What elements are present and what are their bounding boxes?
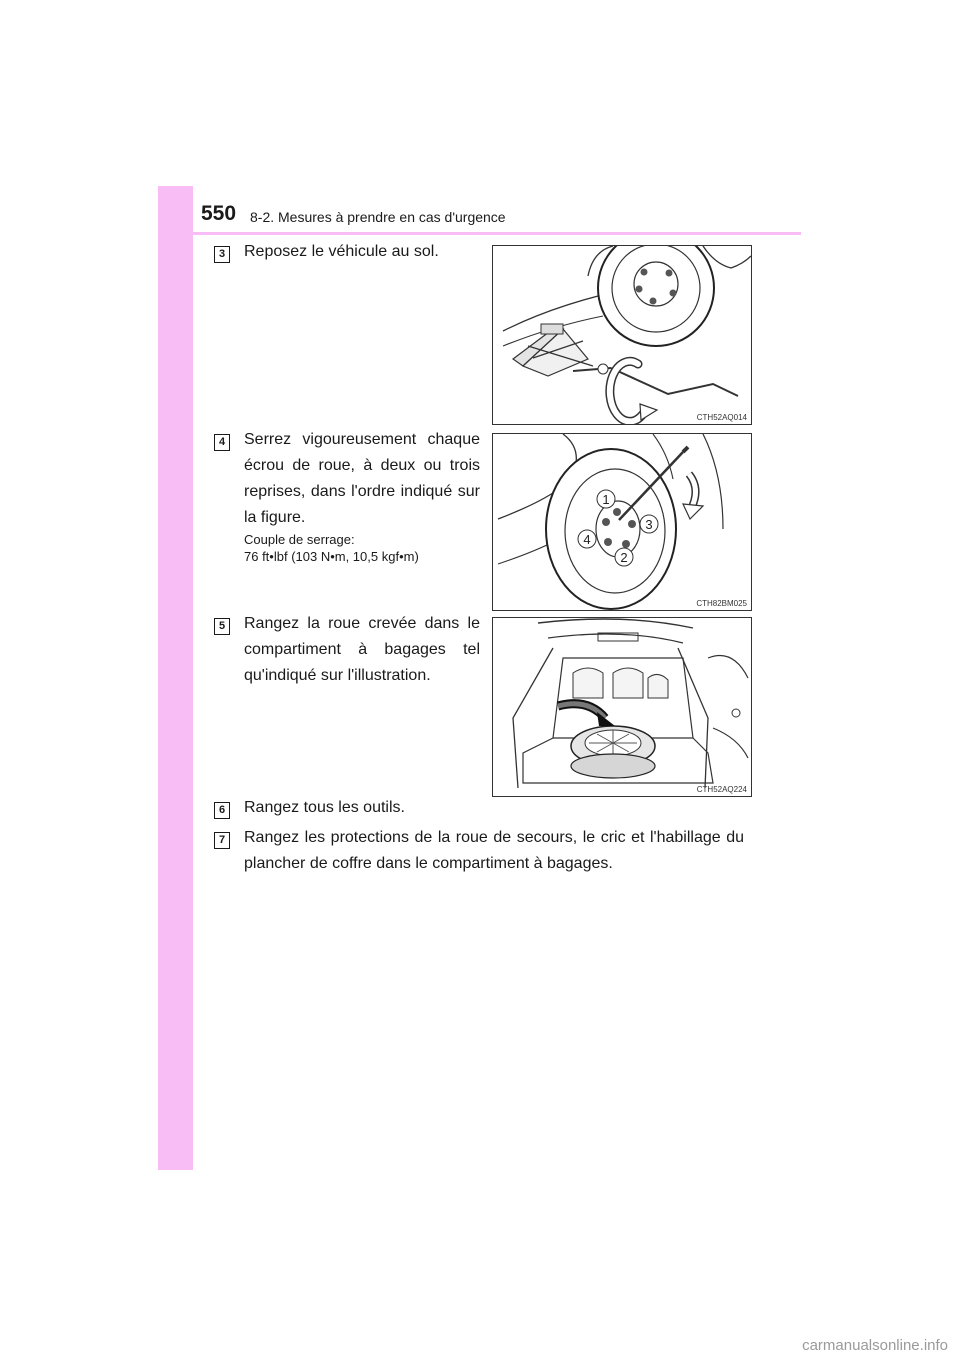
wheel-nut-order-illustration bbox=[493, 434, 751, 610]
callout-3: 3 bbox=[645, 517, 653, 532]
step-number-4: 4 bbox=[214, 434, 230, 451]
step-number-6: 6 bbox=[214, 802, 230, 819]
luggage-compartment-illustration bbox=[493, 618, 751, 796]
figure-lower-vehicle bbox=[492, 245, 752, 425]
figure-code: CTH52AQ224 bbox=[696, 785, 747, 794]
figure-tighten-nuts bbox=[492, 433, 752, 611]
chapter-sidebar-tab bbox=[158, 186, 193, 1170]
page-number: 550 bbox=[201, 202, 237, 225]
figure-store-tire bbox=[492, 617, 752, 797]
torque-label: Couple de serrage: bbox=[244, 532, 355, 547]
callout-4: 4 bbox=[583, 532, 591, 547]
step-text-5: Rangez la roue crevée dans le compartiment à bagages tel qu'indiqué sur l'illustration. bbox=[244, 615, 480, 684]
step-text-4: Serrez vigoureusement chaque écrou de roue, à deux ou trois reprises, dans l'ordre indiqué sur la figure. bbox=[244, 431, 480, 526]
callout-1: 1 bbox=[602, 492, 610, 507]
figure-code: CTH52AQ014 bbox=[696, 413, 747, 422]
step-number-7: 7 bbox=[214, 832, 230, 849]
step-text-6: Rangez tous les outils. bbox=[244, 799, 405, 816]
jack-lowering-illustration bbox=[493, 246, 751, 424]
section-title: 8-2. Mesures à prendre en cas d'urgence bbox=[250, 209, 506, 225]
figure-code: CTH82BM025 bbox=[696, 599, 747, 608]
step-number-5: 5 bbox=[214, 618, 230, 635]
watermark: carmanualsonline.info bbox=[802, 1337, 948, 1354]
step-text-7: Rangez les protections de la roue de secours, le cric et l'habillage du plancher de coffre dans le compartiment à bagages. bbox=[244, 829, 744, 872]
step-number-3: 3 bbox=[214, 246, 230, 263]
torque-value: 76 ft•lbf (103 N•m, 10,5 kgf•m) bbox=[244, 549, 419, 564]
header-rule bbox=[193, 232, 801, 235]
step-text-3: Reposez le véhicule au sol. bbox=[244, 243, 439, 260]
callout-2: 2 bbox=[620, 550, 628, 565]
